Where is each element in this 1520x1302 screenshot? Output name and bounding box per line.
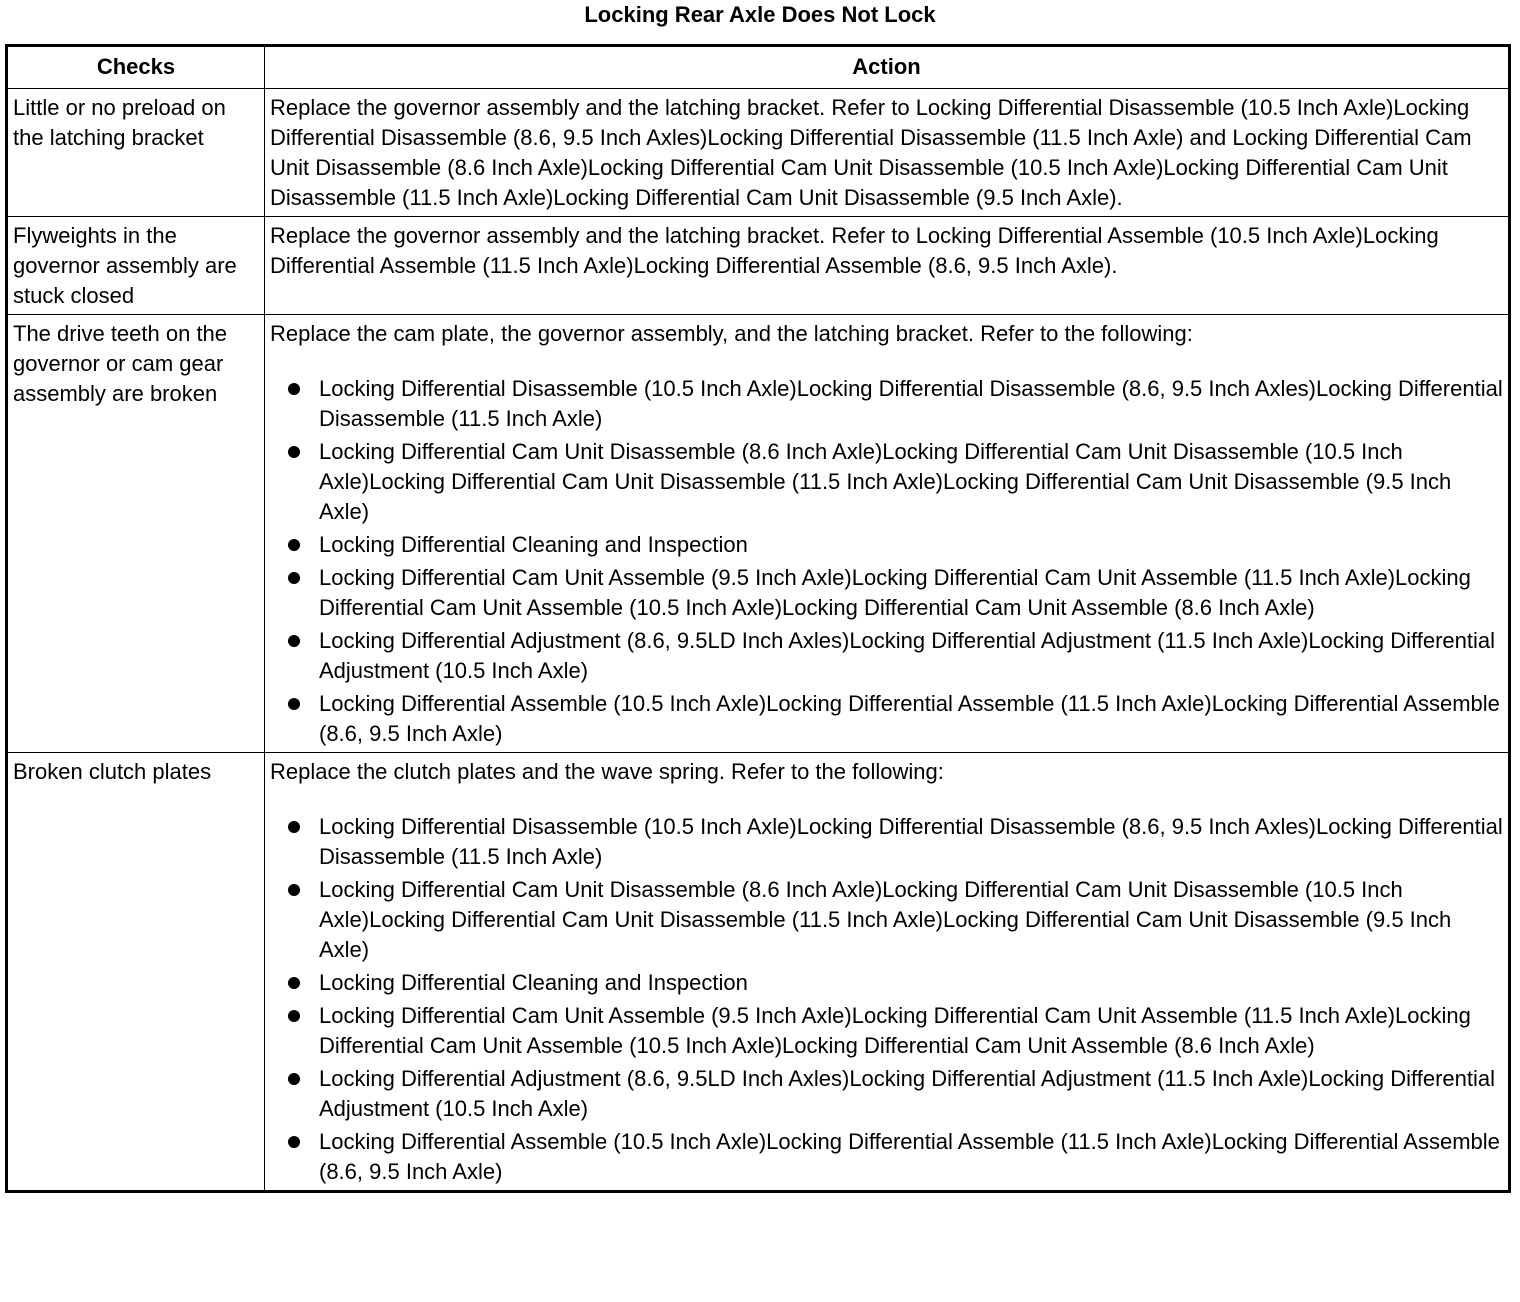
list-item <box>270 875 1503 965</box>
action-text: Replace the governor assembly and the latching bracket. Refer to Locking Differential Assemble (10.5 Inch Axle)Locking Differential Assemble (11.5 Inch Axle)Locking Differential Assemble (8.6, 9.5 Inch Axle). <box>270 223 1439 278</box>
list-item <box>270 374 1503 434</box>
list-item <box>270 437 1503 527</box>
list-item <box>270 689 1503 749</box>
list-item <box>270 968 1503 998</box>
bullet-icon <box>288 446 300 458</box>
list-item-text: Locking Differential Cleaning and Inspection <box>319 532 748 557</box>
table-row <box>7 217 1510 315</box>
document-title: Locking Rear Axle Does Not Lock <box>584 2 936 27</box>
check-cell: Flyweights in the governor assembly are stuck closed <box>7 217 265 315</box>
action-cell <box>265 217 1510 315</box>
check-cell: Broken clutch plates <box>7 753 265 1192</box>
reference-list <box>270 374 1503 749</box>
table-row <box>7 315 1510 753</box>
list-item <box>270 530 1503 560</box>
list-item-text: Locking Differential Cam Unit Disassemble (8.6 Inch Axle)Locking Differential Cam Unit Disassemble (10.5 Inch Axle)Locking Differential Cam Unit Disassemble (11.5 Inch Axle)Locking Differential Cam Unit Disassemble (9.5 Inch Axle) <box>319 877 1452 962</box>
bullet-icon <box>288 1010 300 1022</box>
list-item-text: Locking Differential Assemble (10.5 Inch Axle)Locking Differential Assemble (11.5 Inch Axle)Locking Differential Assemble (8.6, 9.5 Inch Axle) <box>319 1129 1500 1184</box>
action-cell <box>265 753 1510 1192</box>
troubleshooting-table <box>5 44 1511 1193</box>
list-item-text: Locking Differential Disassemble (10.5 Inch Axle)Locking Differential Disassemble (8.6, 9.5 Inch Axles)Locking Differential Disassemble (11.5 Inch Axle) <box>319 376 1503 431</box>
reference-list <box>270 812 1503 1187</box>
list-item-text: Locking Differential Cam Unit Assemble (9.5 Inch Axle)Locking Differential Cam Unit Assemble (11.5 Inch Axle)Locking Differential Cam Unit Assemble (10.5 Inch Axle)Locking Differential Cam Unit Assemble (8.6 Inch Axle) <box>319 1003 1471 1058</box>
check-cell: Little or no preload on the latching bracket <box>7 89 265 217</box>
bullet-icon <box>288 383 300 395</box>
bullet-icon <box>288 977 300 989</box>
action-text: Replace the governor assembly and the latching bracket. Refer to Locking Differential Disassemble (10.5 Inch Axle)Locking Differential Disassemble (8.6, 9.5 Inch Axles)Locking Differential Disassemble (11.5 Inch Axle) and Locking Differential Cam Unit Disassemble (8.6 Inch Axle)Locking Differential Cam Unit Disassemble (10.5 Inch Axle)Locking Differential Cam Unit Disassemble (11.5 Inch Axle)Locking Differential Cam Unit Disassemble (9.5 Inch Axle). <box>270 95 1472 210</box>
list-item-text: Locking Differential Cam Unit Assemble (9.5 Inch Axle)Locking Differential Cam Unit Assemble (11.5 Inch Axle)Locking Differential Cam Unit Assemble (10.5 Inch Axle)Locking Differential Cam Unit Assemble (8.6 Inch Axle) <box>319 565 1471 620</box>
action-text: Replace the cam plate, the governor assembly, and the latching bracket. Refer to the following: <box>270 321 1193 346</box>
list-item <box>270 1127 1503 1187</box>
list-item <box>270 1001 1503 1061</box>
bullet-icon <box>288 539 300 551</box>
list-item-text: Locking Differential Disassemble (10.5 Inch Axle)Locking Differential Disassemble (8.6, 9.5 Inch Axles)Locking Differential Disassemble (11.5 Inch Axle) <box>319 814 1503 869</box>
list-item <box>270 563 1503 623</box>
bullet-icon <box>288 821 300 833</box>
list-item <box>270 1064 1503 1124</box>
check-cell: The drive teeth on the governor or cam gear assembly are broken <box>7 315 265 753</box>
bullet-icon <box>288 698 300 710</box>
list-item-text: Locking Differential Cam Unit Disassemble (8.6 Inch Axle)Locking Differential Cam Unit Disassemble (10.5 Inch Axle)Locking Differential Cam Unit Disassemble (11.5 Inch Axle)Locking Differential Cam Unit Disassemble (9.5 Inch Axle) <box>319 439 1452 524</box>
bullet-icon <box>288 1136 300 1148</box>
bullet-icon <box>288 572 300 584</box>
list-item-text: Locking Differential Adjustment (8.6, 9.5LD Inch Axles)Locking Differential Adjustment (11.5 Inch Axle)Locking Differential Adjustment (10.5 Inch Axle) <box>319 628 1496 683</box>
action-cell <box>265 89 1510 217</box>
list-item <box>270 812 1503 872</box>
table-body <box>7 89 1510 1192</box>
table-row <box>7 753 1510 1192</box>
header-action: Action <box>265 46 1510 89</box>
action-cell <box>265 315 1510 753</box>
table-header-row <box>7 46 1510 89</box>
bullet-icon <box>288 635 300 647</box>
bullet-icon <box>288 1073 300 1085</box>
list-item <box>270 626 1503 686</box>
header-checks: Checks <box>7 46 265 89</box>
action-text: Replace the clutch plates and the wave spring. Refer to the following: <box>270 759 944 784</box>
bullet-icon <box>288 884 300 896</box>
list-item-text: Locking Differential Assemble (10.5 Inch Axle)Locking Differential Assemble (11.5 Inch Axle)Locking Differential Assemble (8.6, 9.5 Inch Axle) <box>319 691 1500 746</box>
table-row <box>7 89 1510 217</box>
list-item-text: Locking Differential Adjustment (8.6, 9.5LD Inch Axles)Locking Differential Adjustment (11.5 Inch Axle)Locking Differential Adjustment (10.5 Inch Axle) <box>319 1066 1496 1121</box>
list-item-text: Locking Differential Cleaning and Inspection <box>319 970 748 995</box>
